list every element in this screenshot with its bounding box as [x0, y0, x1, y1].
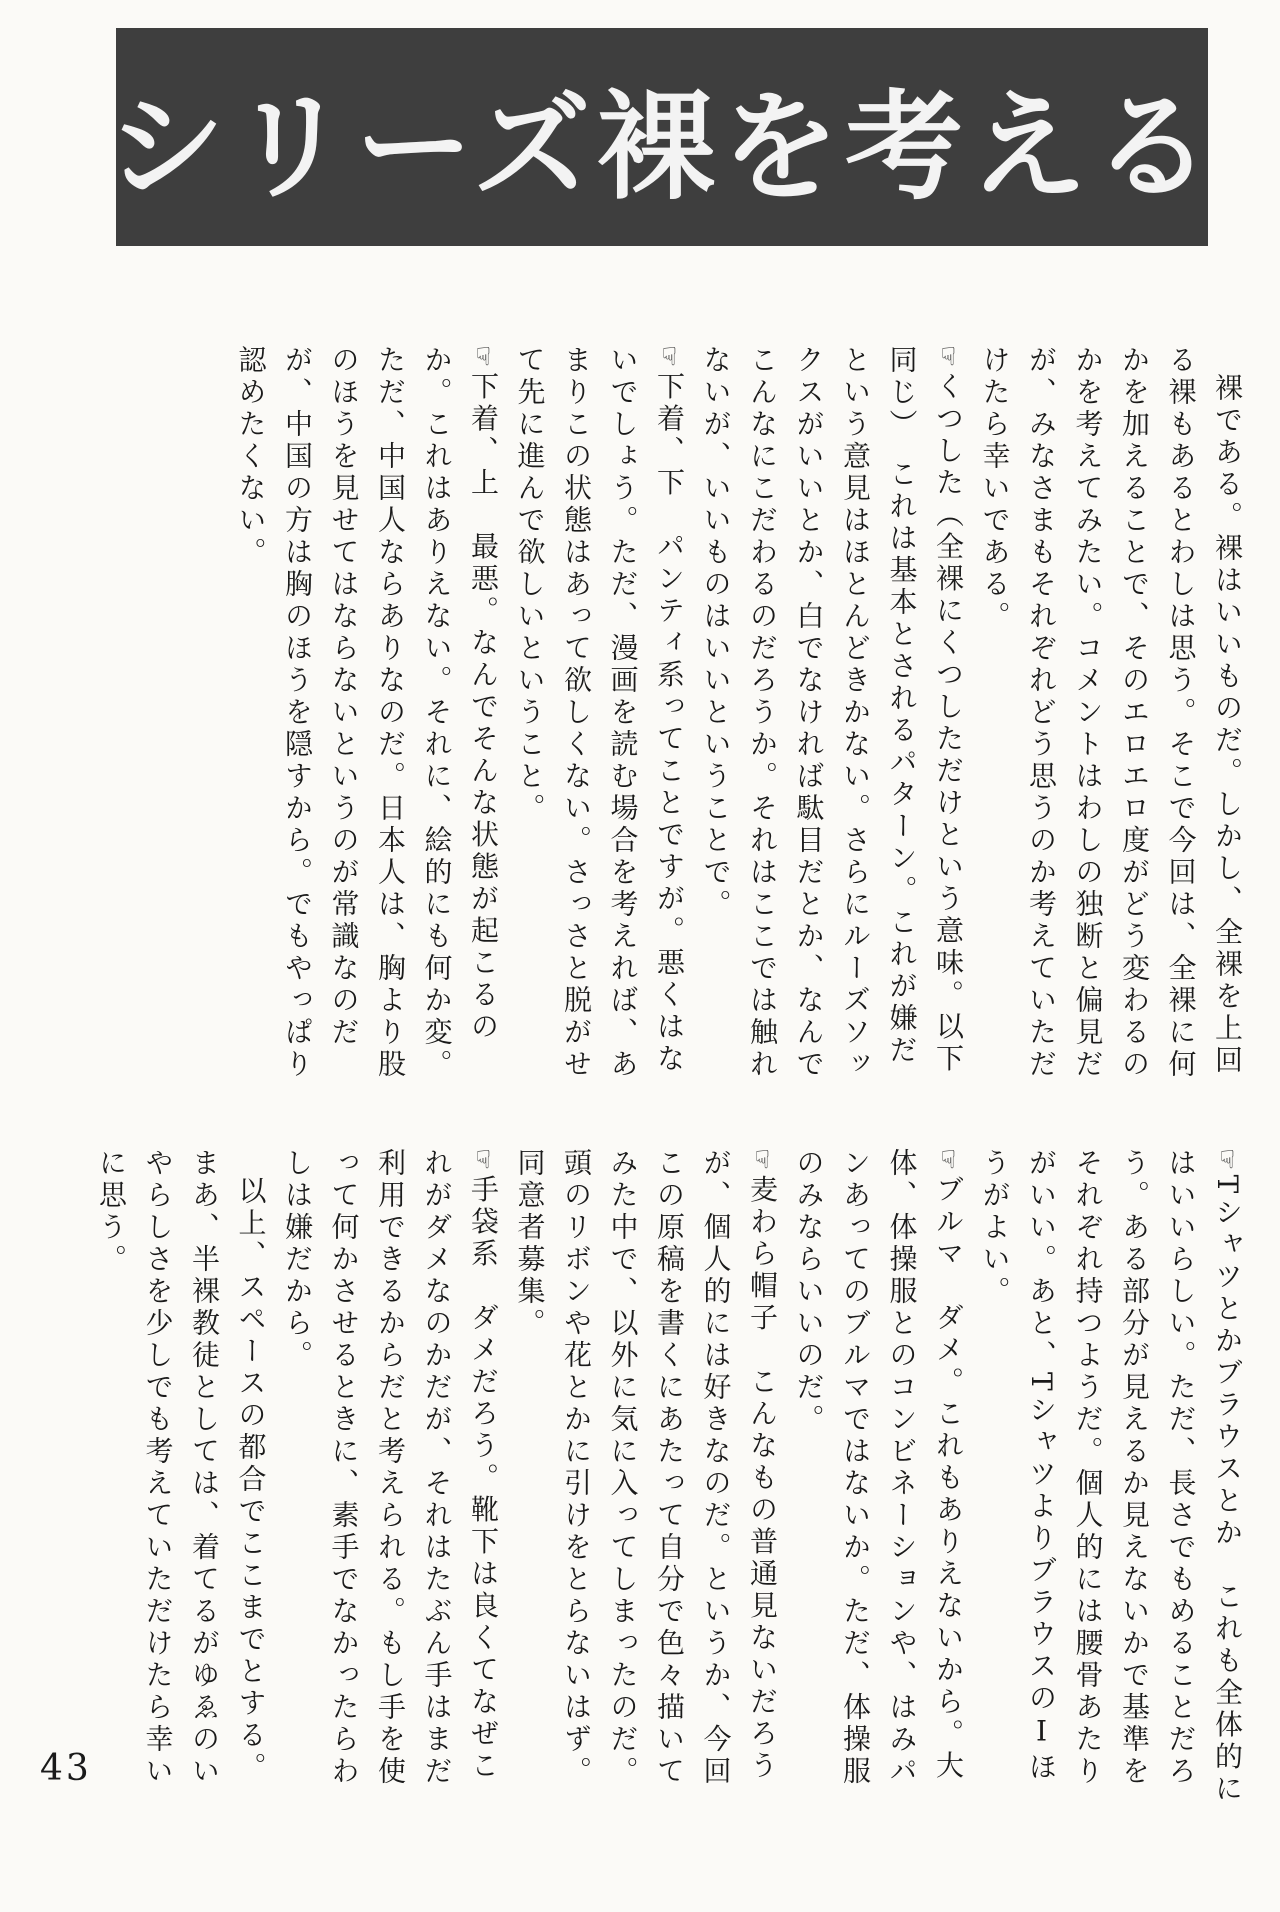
- pointing-hand-icon: ☞: [469, 1148, 498, 1175]
- paragraph: 以上、スペースの都合でここまでとする。まあ、半裸教徒としては、着てるがゆゑのいやらしさを少しでも考えていただけたら幸いに思う。: [95, 1148, 268, 1788]
- lower-text-block: [50, 1148, 1250, 1808]
- page-title: シリーズ裸を考える: [106, 77, 1218, 216]
- pointing-hand-icon: ☞: [655, 345, 684, 372]
- paragraph: ☞麦わら帽子 こんなもの普通見ないだろうが、個人的には好きなのだ。というか、今回この原稿を書くにあたって自分で色々描いてみた中で、以外に気に入ってしまったのだ。頭のリボンや花とかに引けをとらないはず。同意者募集。: [513, 1148, 779, 1788]
- paragraph: ☞下着、下 パンティ系ってことですが。悪くはないでしょう。ただ、漫画を読む場合を考えれば、あまりこの状態はあって欲しくない。さっさと脱がせて先に進んで欲しいということ。: [513, 345, 686, 1081]
- page-number: 43: [40, 1748, 92, 1789]
- pointing-hand-icon: ☞: [469, 345, 498, 372]
- paragraph: ☞ブルマ ダメ。これもありえないから。大体、体操服とのコンビネーションや、はみパンあってのブルマではないか。ただ、体操服のみならいいのだ。: [792, 1148, 965, 1788]
- pointing-hand-icon: ☞: [748, 1148, 777, 1175]
- pointing-hand-icon: ☞: [1213, 1148, 1242, 1175]
- paragraph: 裸である。裸はいいものだ。しかし、全裸を上回る裸もあるとわしは思う。そこで今回は、全裸に何かを加えることで、そのエロエロ度がどう変わるのかを考えてみたい。コメントはわしの独断と偏見だが、みなさまもそれぞれどう思うのか考えていただけたら幸いである。: [978, 345, 1244, 1081]
- pointing-hand-icon: ☞: [934, 345, 963, 372]
- upper-text-block: [50, 345, 1250, 1085]
- paragraph: ☞Tシャツとかブラウスとか これも全体的にはいいらしい。ただ、長さでもめることだろう。ある部分が見えるか見えないかで基準をそれぞれ持つようだ。個人的には腰骨あたりがいい。あと、TシャツよりブラウスのⅠほうがよい。: [978, 1148, 1244, 1806]
- paragraph: ☞下着、上 最悪。なんでそんな状態が起こるのか。これはありえない。それに、絵的にも何か変。ただ、中国人ならありなのだ。日本人は、胸より股のほうを見せてはならないというのが常識なのだが、中国の方は胸のほうを隠すから。でもやっぱり認めたくない。: [234, 345, 500, 1081]
- paragraph: ☞くつした（全裸にくつしただけという意味。以下同じ） これは基本とされるパターン。これが嫌だという意見はほとんどきかない。さらにルーズソックスがいいとか、白でなければ駄目だとか、なんでこんなにこだわるのだろうか。それはここでは触れないが、いいものはいいということで。: [699, 345, 965, 1081]
- pointing-hand-icon: ☞: [934, 1148, 963, 1175]
- title-banner: [106, 28, 1218, 246]
- paragraph: ☞手袋系 ダメだろう。靴下は良くてなぜこれがダメなのかだが、それはたぶん手はまだ利用できるからだと考えられる。もし手を使って何かさせるときに、素手でなかったらわしは嫌だから。: [281, 1148, 500, 1788]
